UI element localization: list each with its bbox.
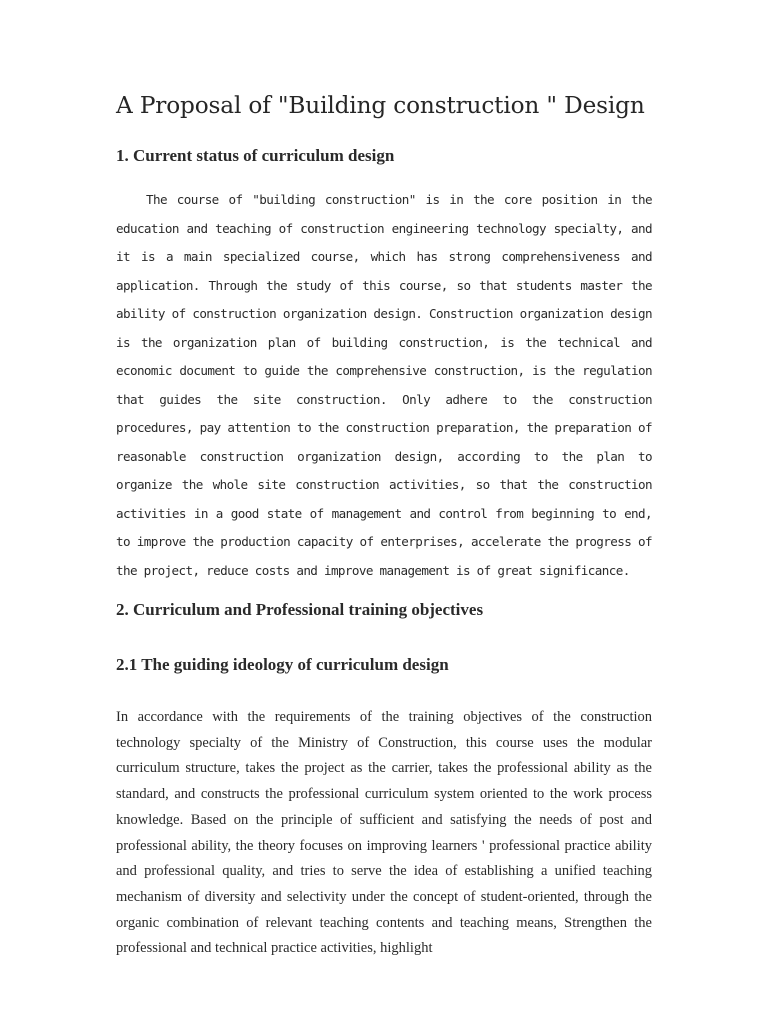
document-content [116, 88, 652, 962]
section-heading-objectives: 2. Curriculum and Professional training objectives [116, 600, 484, 619]
section-heading-current-status: 1. Current status of curriculum design [116, 146, 395, 165]
section-heading-guiding-ideology: 2.1 The guiding ideology of curriculum design [116, 655, 449, 674]
document-title: A Proposal of "Building construction " Design [116, 92, 645, 119]
paragraph-current-status: The course of "building construction" is in the core position in the education and teaching of construction engineering technology specialty, and it is a main specialized course, which has strong comprehensiveness and application. Through the study of this course, so that students master the ability of construction organization design. Construction organization design is the organization plan of building construction, is the technical and economic document to guide the comprehensive construction, is the regulation that guides the site construction. Only adhere to the construction procedures, pay attention to the construction preparation, the preparation of reasonable construction organization design, according to the plan to organize the whole site construction activities, so that the construction activities in a good state of management and control from beginning to end, to improve the production capacity of enterprises, accelerate the progress of the project, reduce costs and improve management is of great significance. [116, 192, 652, 578]
paragraph-guiding-ideology: In accordance with the requirements of the training objectives of the construction technology specialty of the Ministry of Construction, this course uses the modular curriculum structure, takes the project as the carrier, takes the professional ability as the standard, and constructs the professional curriculum system oriented to the work process knowledge. Based on the principle of sufficient and satisfying the needs of post and professional ability, the theory focuses on improving learners ' professional practice ability and professional quality, and tries to serve the idea of establishing a unified teaching mechanism of diversity and selectivity under the concept of student-oriented, through the organic combination of relevant teaching contents and teaching means, Strengthen the professional and technical practice activities, highlight [116, 709, 652, 957]
